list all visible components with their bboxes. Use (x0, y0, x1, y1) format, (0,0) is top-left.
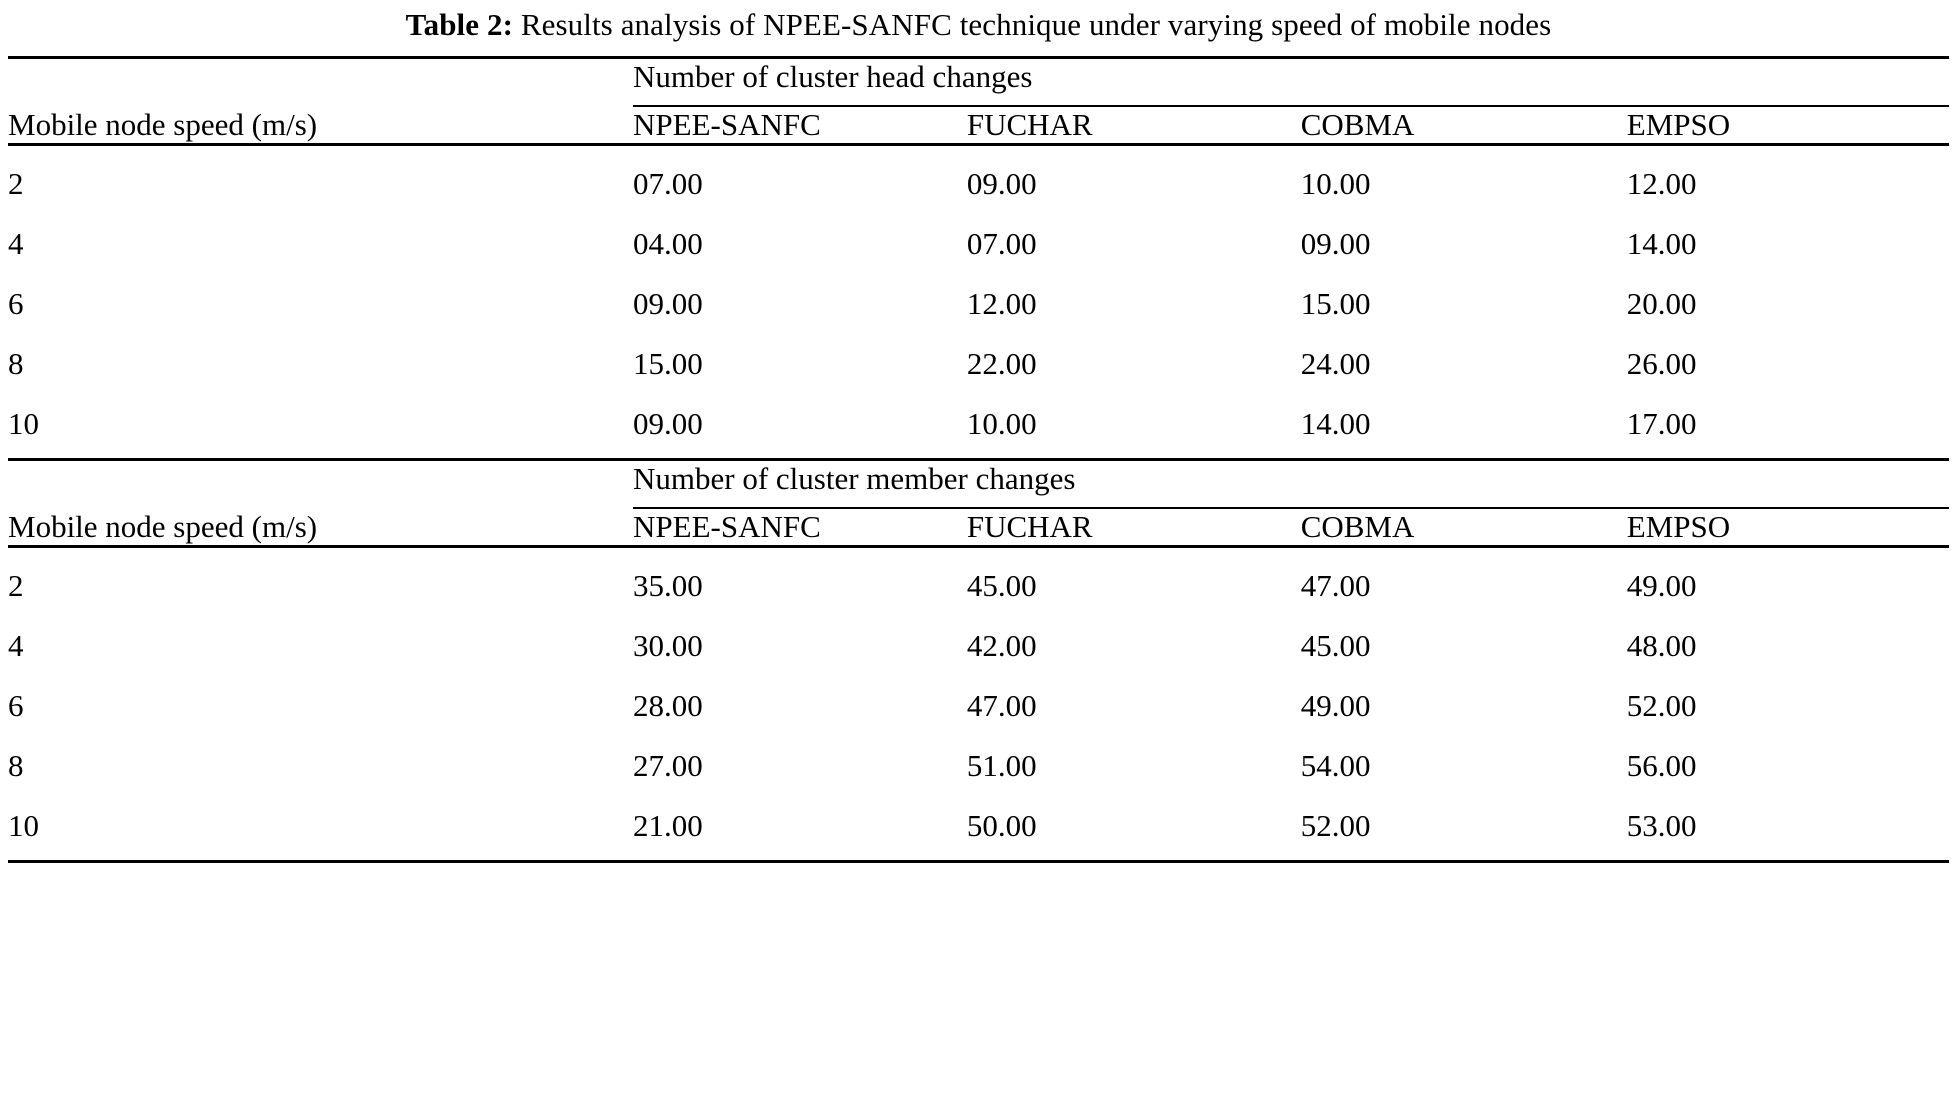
column-header-npee-sanfc-1: NPEE-SANFC (633, 107, 967, 145)
table-caption (8, 0, 1949, 56)
cell-fuchar: 42.00 (966, 628, 1037, 664)
row-header-label-2: Mobile node speed (m/s) (8, 509, 633, 547)
cell-cobma: 49.00 (1300, 688, 1371, 724)
cell-npee-sanfc: 07.00 (633, 166, 703, 202)
cell-empso: 17.00 (1626, 406, 1697, 442)
table-row (8, 145, 1949, 215)
group-title-cell-2 (633, 460, 1949, 510)
cell-speed: 4 (8, 226, 24, 262)
cell-empso: 48.00 (1626, 628, 1697, 664)
cell-fuchar: 47.00 (966, 688, 1037, 724)
cell-fuchar: 50.00 (967, 796, 1301, 862)
cell-cobma: 45.00 (1300, 628, 1371, 664)
cell-empso: 53.00 (1627, 796, 1949, 862)
cell-npee-sanfc: 09.00 (633, 286, 703, 322)
group-title-label-2: Number of cluster member changes (633, 461, 1949, 509)
cell-cobma: 14.00 (1300, 406, 1371, 442)
table-body-1 (8, 145, 1949, 460)
table-caption-text: Results analysis of NPEE-SANFC technique under varying speed of mobile nodes (520, 7, 1552, 42)
cell-cobma: 09.00 (1300, 226, 1371, 262)
cell-fuchar: 12.00 (966, 286, 1037, 322)
table-row (8, 334, 1949, 394)
cell-npee-sanfc: 28.00 (633, 688, 703, 724)
table-row (8, 214, 1949, 274)
cell-speed: 8 (8, 346, 24, 382)
cell-cobma: 24.00 (1300, 346, 1371, 382)
cell-empso: 26.00 (1626, 346, 1697, 382)
cell-speed: 6 (8, 688, 24, 724)
cell-empso: 56.00 (1626, 748, 1697, 784)
cell-empso: 12.00 (1626, 166, 1697, 202)
cell-fuchar: 51.00 (966, 748, 1037, 784)
column-header-fuchar-2: FUCHAR (967, 509, 1301, 547)
cell-speed: 2 (8, 568, 24, 604)
group-title-row-2 (8, 460, 1949, 510)
table-row (8, 676, 1949, 736)
group-title-cell-1 (633, 58, 1949, 108)
cell-fuchar: 45.00 (966, 568, 1037, 604)
group-title-row-1 (8, 58, 1949, 108)
cell-npee-sanfc: 35.00 (633, 568, 703, 604)
cell-npee-sanfc: 09.00 (633, 406, 703, 442)
cell-npee-sanfc: 21.00 (633, 796, 967, 862)
cell-empso: 20.00 (1626, 286, 1697, 322)
cell-speed: 10 (8, 406, 39, 442)
table-row (8, 736, 1949, 796)
table-row (8, 547, 1949, 617)
cell-fuchar: 22.00 (966, 346, 1037, 382)
cell-speed: 6 (8, 286, 24, 322)
table-body-2 (8, 547, 1949, 862)
row-header-label-1: Mobile node speed (m/s) (8, 107, 633, 145)
table-row (8, 394, 1949, 460)
cell-fuchar: 07.00 (966, 226, 1037, 262)
table-section-header-2 (8, 460, 1949, 547)
cell-npee-sanfc: 04.00 (633, 226, 703, 262)
column-header-row-1 (8, 107, 1949, 145)
cell-npee-sanfc: 15.00 (633, 346, 703, 382)
column-header-cobma-1: COBMA (1301, 107, 1627, 145)
table-row (8, 274, 1949, 334)
cell-fuchar: 10.00 (966, 406, 1037, 442)
column-header-cobma-2: COBMA (1301, 509, 1627, 547)
cell-cobma: 47.00 (1300, 568, 1371, 604)
column-header-empso-1: EMPSO (1627, 107, 1949, 145)
cell-cobma: 15.00 (1300, 286, 1371, 322)
group-title-label-1: Number of cluster head changes (633, 59, 1949, 107)
cell-speed: 4 (8, 628, 24, 664)
group-title-spacer-2 (8, 460, 633, 510)
cell-speed: 2 (8, 166, 24, 202)
table-row (8, 796, 1949, 862)
results-table (8, 56, 1949, 863)
cell-empso: 14.00 (1626, 226, 1697, 262)
cell-cobma: 52.00 (1301, 796, 1627, 862)
cell-speed: 10 (8, 796, 633, 862)
column-header-fuchar-1: FUCHAR (967, 107, 1301, 145)
cell-npee-sanfc: 27.00 (633, 748, 703, 784)
table-row (8, 616, 1949, 676)
table-section-header-1 (8, 58, 1949, 145)
cell-empso: 49.00 (1626, 568, 1697, 604)
column-header-row-2 (8, 509, 1949, 547)
cell-empso: 52.00 (1626, 688, 1697, 724)
cell-npee-sanfc: 30.00 (633, 628, 703, 664)
group-title-spacer-1 (8, 58, 633, 108)
cell-speed: 8 (8, 748, 24, 784)
cell-cobma: 54.00 (1300, 748, 1371, 784)
column-header-empso-2: EMPSO (1627, 509, 1949, 547)
cell-cobma: 10.00 (1300, 166, 1371, 202)
table-caption-label: Table 2: (405, 7, 513, 42)
cell-fuchar: 09.00 (966, 166, 1037, 202)
column-header-npee-sanfc-2: NPEE-SANFC (633, 509, 967, 547)
